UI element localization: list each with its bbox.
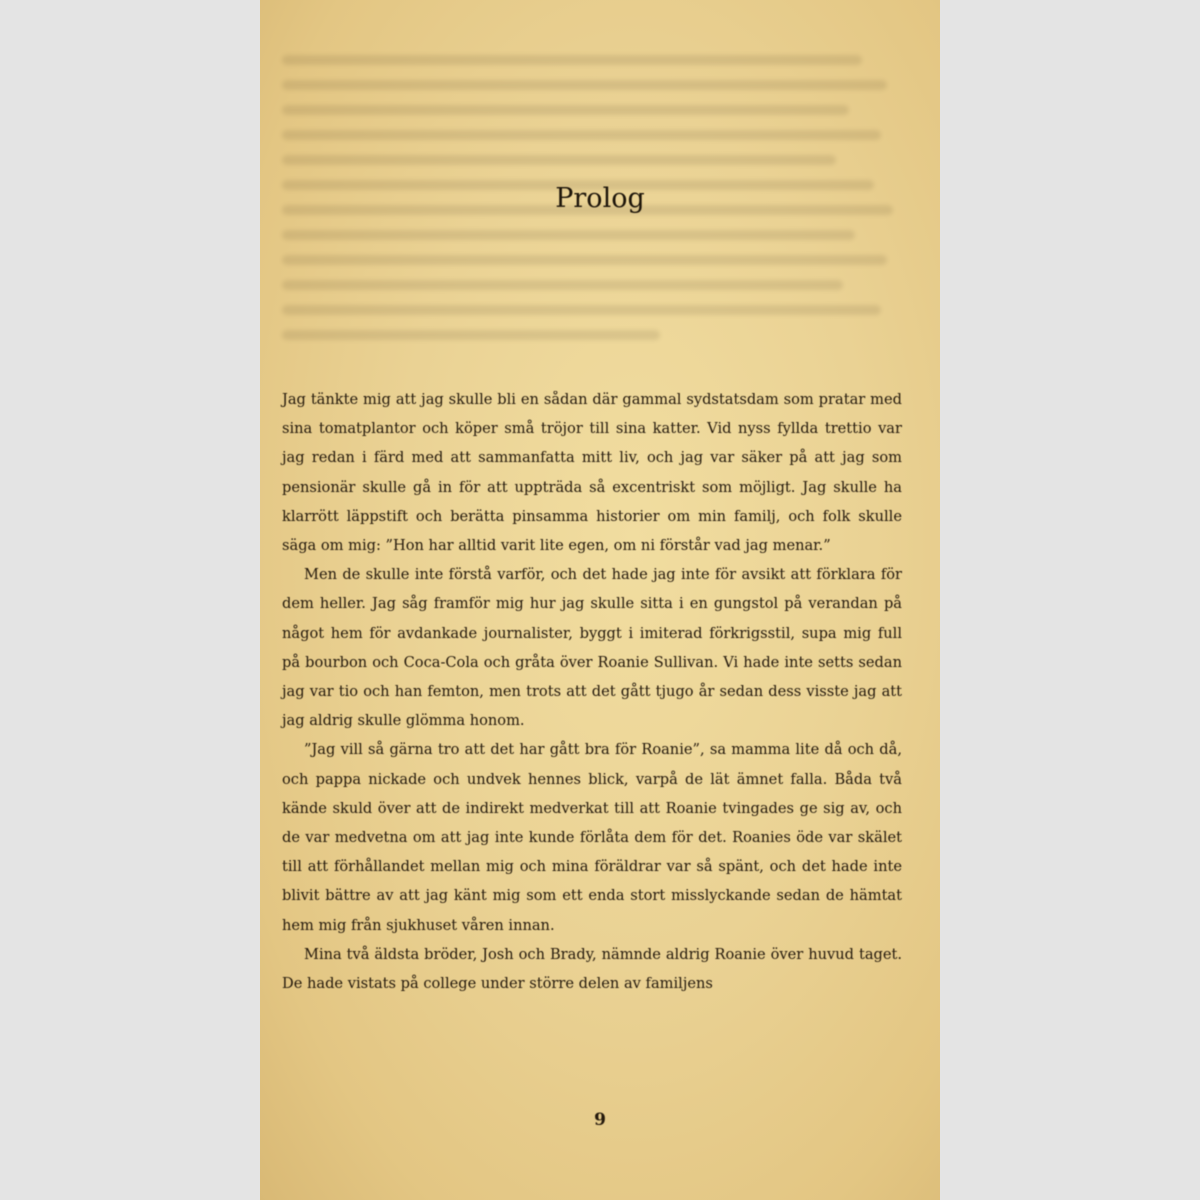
- chapter-title: Prolog: [555, 183, 645, 214]
- paragraph: Jag tänkte mig att jag skulle bli en sådan där gammal sydstatsdam som pratar med sina tomatplantor och köper små tröjor till sina katter. Vid nyss fyllda trettio var jag redan i färd med att sammanfatta mitt liv, och jag var säker på att jag som pensionär skulle gå in för att uppträda så excentriskt som möjligt. Jag skulle ha klarrött läppstift och berätta pinsamma historier om min familj, och folk skulle säga om mig: ”Hon har alltid varit lite egen, om ni förstår vad jag menar.”: [282, 391, 902, 555]
- paragraph: Mina två äldsta bröder, Josh och Brady, nämnde aldrig Roanie över huvud taget. De hade vistats på college under större delen av familjens: [282, 945, 902, 993]
- book-page: [260, 0, 940, 1200]
- paragraph: Men de skulle inte förstå varför, och det hade jag inte för avsikt att förklara för dem heller. Jag såg framför mig hur jag skulle sitta i en gungstol på verandan på något hem för avdankade journalister, byggt i imiterad förkrigsstil, supa mig full på bourbon och Coca-Cola och gråta över Roanie Sullivan. Vi hade inte setts sedan jag var tio och han femton, men trots att det gått tjugo år sedan dess visste jag att jag aldrig skulle glömma honom.: [282, 566, 902, 730]
- chapter-body: [282, 385, 902, 998]
- show-through-text: [282, 55, 912, 385]
- page-number: 9: [594, 1110, 606, 1130]
- paragraph: ”Jag vill så gärna tro att det har gått bra för Roanie”, sa mamma lite då och då, och pappa nickade och undvek hennes blick, varpå de lät ämnet falla. Båda två kände skuld över att de indirekt medverkat till att Roanie tvingades ge sig av, och de var medvetna om att jag inte kunde förlåta dem för det. Roanies öde var skälet till att förhållandet mellan mig och mina föräldrar var så spänt, och det hade inte blivit bättre av att jag känt mig som ett enda stort misslyckande sedan de hämtat hem mig från sjukhuset våren innan.: [282, 741, 902, 934]
